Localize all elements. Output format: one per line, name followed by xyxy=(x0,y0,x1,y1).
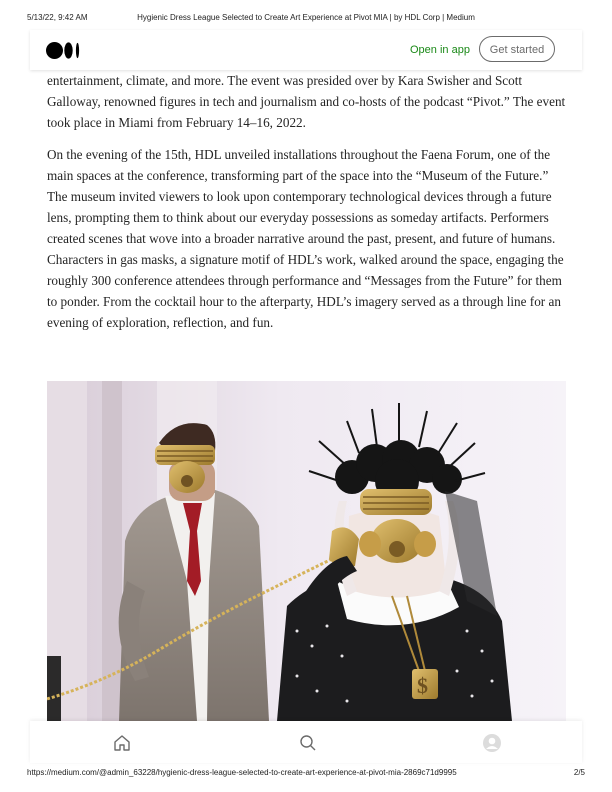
svg-text:$: $ xyxy=(417,673,428,698)
performers-in-gas-masks-image xyxy=(47,381,566,721)
article-photo xyxy=(47,381,566,721)
article-body xyxy=(47,70,566,344)
top-navigation-bar xyxy=(30,30,582,70)
article-paragraph: entertainment, climate, and more. The event was presided over by Kara Swisher and Scott Galloway, renowned figures in tech and journalism and co-hosts of the podcast “Pivot.” The event took place in Miami from February 14–16, 2022. xyxy=(47,73,566,130)
print-url: https://medium.com/@admin_63228/hygienic-dress-league-selected-to-create-art-experience-at-pivot-mia-2869c71d9995 xyxy=(27,768,457,777)
bottom-navigation-bar xyxy=(30,721,582,763)
get-started-button[interactable]: Get started xyxy=(479,36,555,62)
print-page-number: 2/5 xyxy=(573,768,585,777)
article-paragraph: On the evening of the 15th, HDL unveiled installations throughout the Faena Forum, one of the main spaces at the conference, transforming part of the space into the “Museum of the Future.” The museum invited viewers to look upon contemporary technological devices through a future lens, prompting them to think about our everyday possessions as someday artifacts. Performers created scenes that wove into a broader narrative around the past, present, and future of humans. Characters in gas masks, a signature motif of HDL’s work, walked around the space, engaging the roughly 300 conference attendees through performance and “Messages from the Future” for them to ponder. From the cocktail hour to the afterparty, HDL’s imagery served as a through line for an evening of exploration, reflection, and fun. xyxy=(47,147,564,330)
print-footer xyxy=(0,766,612,786)
medium-logo-icon[interactable] xyxy=(46,42,82,59)
print-datetime: 5/13/22, 9:42 AM xyxy=(27,13,88,22)
print-header xyxy=(0,0,612,28)
search-icon[interactable] xyxy=(298,733,318,753)
open-in-app-link[interactable]: Open in app xyxy=(410,44,470,56)
home-icon[interactable] xyxy=(112,733,132,753)
profile-avatar-icon[interactable] xyxy=(482,733,502,753)
print-page-title: Hygienic Dress League Selected to Create Art Experience at Pivot MIA | by HDL Corp | Medium xyxy=(137,13,475,22)
